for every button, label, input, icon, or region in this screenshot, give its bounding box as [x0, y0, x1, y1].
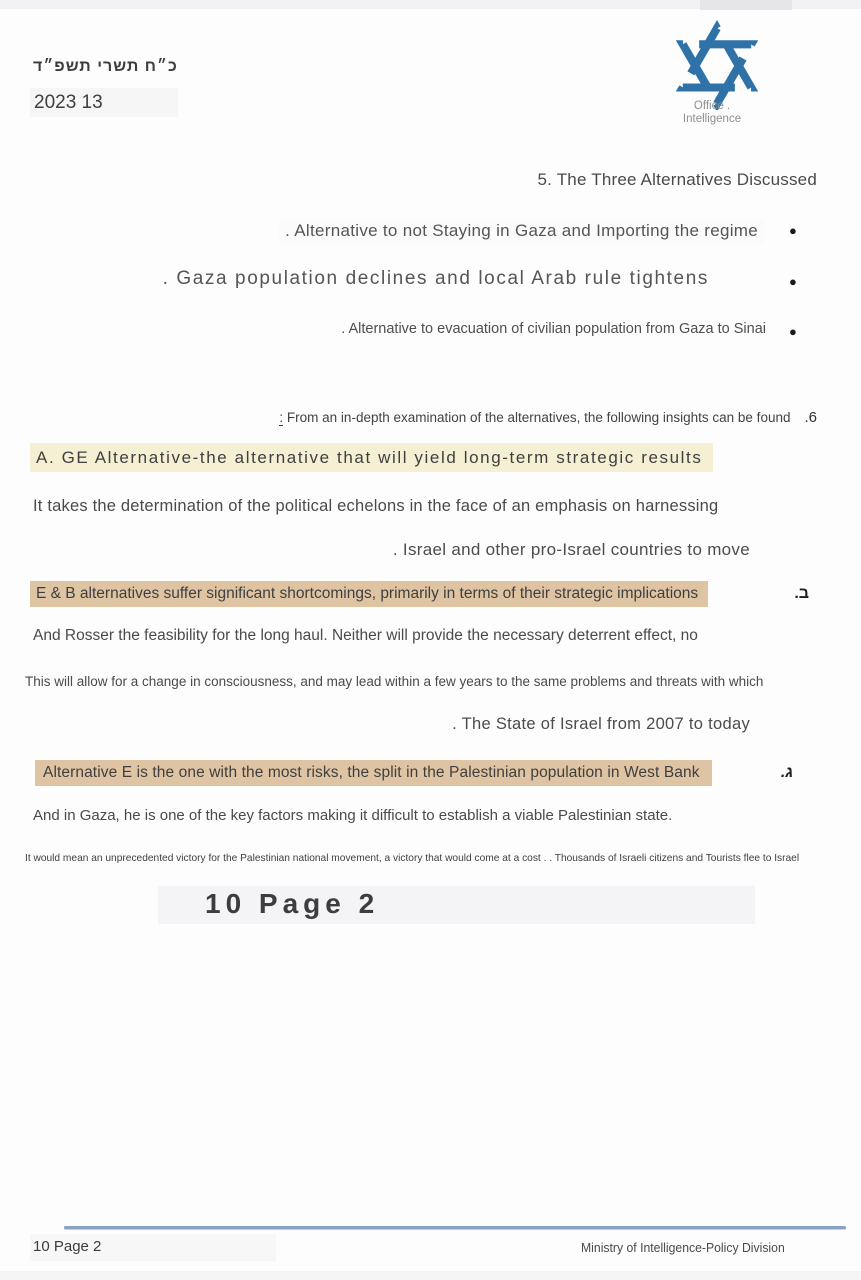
- logo-caption: [652, 100, 772, 126]
- logo-caption-line1: Office .: [693, 100, 731, 112]
- redaction-box: [700, 0, 792, 10]
- insight-c-highlight-text: Alternative E is the one with the most risks, the split in the Palestinian population in West Bank: [35, 760, 712, 786]
- insight-b-hebrew-marker: ב.: [794, 585, 809, 602]
- section5-title: 5. The Three Alternatives Discussed: [537, 170, 817, 189]
- doc-number: 2023 13: [30, 88, 178, 117]
- bullet-icon: ●: [789, 324, 797, 339]
- logo-caption-line2: Intelligence: [682, 113, 742, 125]
- footer-page-label: 10 Page 2: [33, 1238, 102, 1255]
- insight-a-highlight-line: [30, 448, 713, 468]
- insight-a-highlight-text: A. GE Alternative-the alternative that will yield long-term strategic results: [30, 443, 713, 472]
- star-of-david-icon: [667, 20, 767, 110]
- insight-b-line2: And Rosser the feasibility for the long haul. Neither will provide the necessary deterrent effect, no: [33, 627, 698, 644]
- bullet-icon: ●: [789, 274, 797, 289]
- insight-c-line3: It would mean an unprecedented victory for the Palestinian national movement, a victory that would come at a cost . . Thousands of Israeli citizens and Tourists flee to Israel: [25, 852, 800, 864]
- item6-lead-colon: :: [279, 410, 284, 425]
- scan-edge-bottom: [0, 1271, 861, 1280]
- insight-a-line3: . Israel and other pro-Israel countries to move: [392, 540, 750, 559]
- bullet-item-text: . Alternative to not Staying in Gaza and Importing the regime: [279, 219, 764, 243]
- hebrew-date: כ״ח תשרי תשפ״ד: [33, 58, 178, 75]
- insight-b-line3: This will allow for a change in consciousness, and may lead within a few years to the same problems and threats with which: [25, 674, 764, 689]
- insight-b-highlight-line: [30, 581, 809, 607]
- insight-c-hebrew-marker: ג.: [780, 764, 793, 781]
- bullet-item-text: . Alternative to evacuation of civilian population from Gaza to Sinai: [341, 321, 766, 337]
- bullet-item-text: . Gaza population declines and local Arab rule tightens: [162, 268, 709, 289]
- page-label-big: 10 Page 2: [205, 888, 380, 919]
- insight-a-line2: It takes the determination of the political echelons in the face of an emphasis on harnessing: [33, 497, 719, 515]
- insight-b-highlight-text: E & B alternatives suffer significant shortcomings, primarily in terms of their strategic implications: [30, 581, 708, 607]
- insight-c-highlight-line: [35, 760, 793, 786]
- insight-c-line2: And in Gaza, he is one of the key factors making it difficult to establish a viable Palestinian state.: [33, 807, 673, 824]
- footer-divider: [64, 1226, 846, 1229]
- item6-number-marker: .6: [804, 409, 817, 426]
- item6-line: [279, 409, 817, 426]
- item6-text: From an in-depth examination of the alternatives, the following insights can be found: [283, 410, 791, 425]
- insight-b-line4: . The State of Israel from 2007 to today: [452, 715, 750, 733]
- intelligence-office-logo: [652, 14, 792, 136]
- footer-org-label: Ministry of Intelligence-Policy Division: [581, 1240, 785, 1255]
- bullet-icon: ●: [789, 223, 797, 238]
